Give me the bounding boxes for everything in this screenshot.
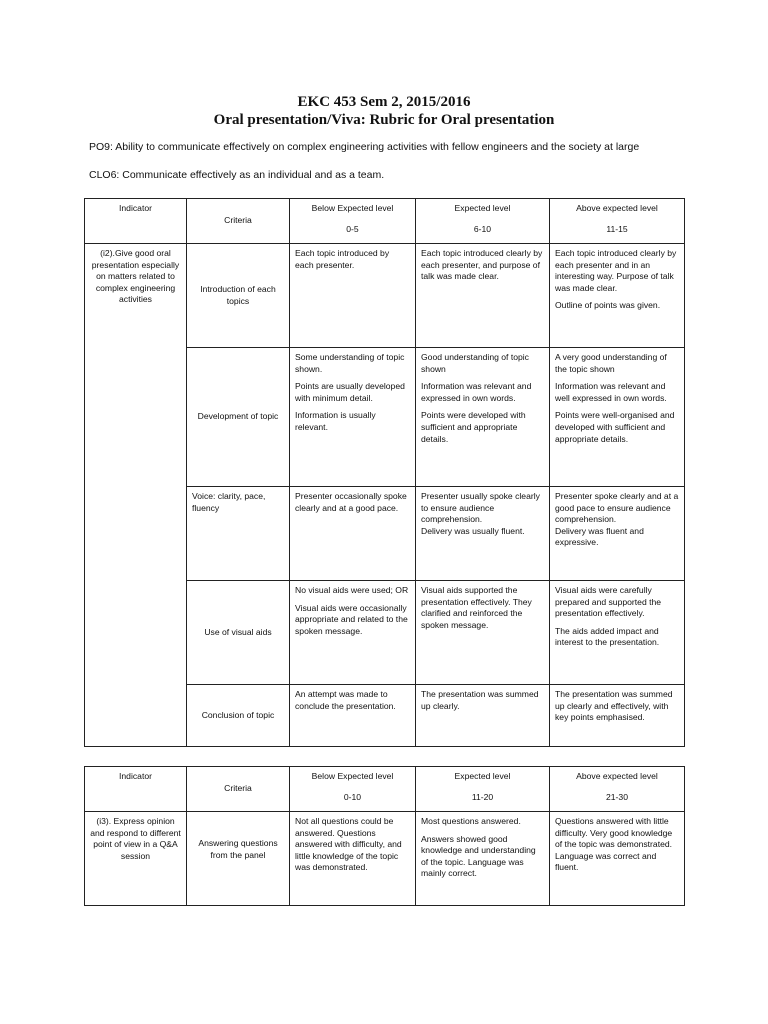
cell-text: Information is usually relevant. [295, 410, 376, 432]
header-above-range: 11-15 [606, 223, 628, 234]
cell-text: Presenter occasionally spoke clearly and at a good pace. [295, 491, 407, 513]
header-expected-label: Expected level [454, 771, 511, 781]
above-cell [550, 685, 685, 747]
header-above-label: Above expected level [576, 771, 658, 781]
header-above-range: 21-30 [606, 791, 628, 802]
cell-text: Points are usually developed with minimum detail. [295, 381, 405, 403]
header-indicator: Indicator [85, 767, 187, 812]
cell-text: The aids added impact and interest to the presentation. [555, 625, 660, 648]
document-course-title: EKC 453 Sem 2, 2015/2016 [297, 94, 471, 110]
cell-text: The presentation was summed up clearly and effectively, with key points emphasised. [555, 689, 673, 723]
program-outcome-text: PO9: Ability to communicate effectively on complex engineering activities with fellow engineers and the society at large [89, 141, 640, 153]
header-expected-label: Expected level [454, 203, 511, 213]
header-below-range: 0-10 [343, 791, 362, 802]
cell-text: Presenter spoke clearly and at a good pace to ensure audience comprehension. [555, 491, 679, 525]
cell-text: Points were well-organised and developed with sufficient and appropriate details. [555, 410, 675, 444]
header-below-range: 0-5 [346, 223, 359, 234]
above-cell [550, 487, 685, 581]
header-expected [416, 199, 550, 244]
cell-text: Information was relevant and well expressed in own words. [555, 381, 667, 403]
cell-text: Visual aids were carefully prepared and supported the presentation effectively. [555, 585, 662, 619]
cell-text: Some understanding of topic shown. [295, 352, 405, 374]
criteria-cell: Voice: clarity, pace, fluency [187, 487, 290, 581]
cell-text: Each topic introduced clearly by each presenter, and purpose of talk was made clear. [421, 248, 543, 282]
expected-cell [416, 348, 550, 487]
cell-text: Each topic introduced by each presenter. [295, 248, 390, 270]
below-cell [290, 244, 416, 348]
cell-text: A very good understanding of the topic shown [555, 352, 667, 374]
expected-cell [416, 487, 550, 581]
cell-text: Each topic introduced clearly by each presenter and in an interesting way. Purpose of talk was made clear. [555, 248, 677, 293]
below-cell [290, 685, 416, 747]
cell-text: Not all questions could be answered. Questions answered with difficulty, and little knowledge of the topic was demonstrated. [295, 816, 402, 873]
header-expected-range: 11-20 [471, 791, 494, 802]
cell-text: The presentation was summed up clearly. [421, 689, 539, 711]
header-row [85, 199, 685, 244]
cell-text: No visual aids were used; OR [295, 585, 409, 595]
table-row [85, 812, 685, 906]
criteria-cell: Introduction of each topics [187, 244, 290, 348]
expected-cell [416, 812, 550, 906]
header-row [85, 767, 685, 812]
cell-text: An attempt was made to conclude the presentation. [295, 689, 396, 711]
table-row [85, 244, 685, 348]
below-cell [290, 348, 416, 487]
header-criteria: Criteria [187, 199, 290, 244]
indicator-cell: (i3). Express opinion and respond to different point of view in a Q&A session [85, 812, 187, 906]
criteria-cell: Conclusion of topic [187, 685, 290, 747]
cell-text: Visual aids were occasionally appropriate and related to the spoken message. [295, 602, 408, 636]
cell-text: Points were developed with sufficient and appropriate details. [421, 410, 526, 444]
cell-text: Answers showed good knowledge and understanding of the topic. Language was mainly correct. [421, 833, 536, 879]
rubric-table-oral-presentation [84, 198, 685, 747]
header-criteria: Criteria [187, 767, 290, 812]
cell-text: Questions answered with little difficulty. Very good knowledge of the topic was demonstrated. Language was correct and fluent. [555, 816, 673, 873]
expected-cell [416, 685, 550, 747]
cell-text: Delivery was usually fluent. [421, 525, 525, 536]
header-above-expected [550, 767, 685, 812]
criteria-cell: Use of visual aids [187, 581, 290, 685]
rubric-table-qa-session [84, 766, 685, 906]
below-cell [290, 581, 416, 685]
indicator-cell: (i2).Give good oral presentation especially on matters related to complex engineering activities [85, 244, 187, 747]
above-cell [550, 244, 685, 348]
criteria-cell: Answering questions from the panel [187, 812, 290, 906]
above-cell [550, 348, 685, 487]
expected-cell [416, 581, 550, 685]
cell-text: Outline of points was given. [555, 300, 661, 311]
header-below-expected [290, 767, 416, 812]
above-cell [550, 812, 685, 906]
course-outcome-text: CLO6: Communicate effectively as an individual and as a team. [89, 169, 385, 181]
header-above-expected [550, 199, 685, 244]
header-expected-range: 6-10 [473, 223, 492, 234]
header-below-expected [290, 199, 416, 244]
criteria-cell: Development of topic [187, 348, 290, 487]
header-indicator: Indicator [85, 199, 187, 244]
header-above-label: Above expected level [576, 203, 658, 213]
below-cell [290, 487, 416, 581]
expected-cell [416, 244, 550, 348]
below-cell [290, 812, 416, 906]
above-cell [550, 581, 685, 685]
document-subtitle: Oral presentation/Viva: Rubric for Oral presentation [213, 112, 555, 128]
header-expected [416, 767, 550, 812]
header-below-label: Below Expected level [311, 203, 394, 213]
cell-text: Delivery was fluent and expressive. [555, 525, 644, 548]
cell-text: Good understanding of topic shown [421, 352, 529, 374]
cell-text: Visual aids supported the presentation effectively. They clarified and reinforced the spoken message. [421, 585, 532, 630]
header-below-label: Below Expected level [311, 771, 394, 781]
cell-text: Most questions answered. [421, 816, 521, 826]
cell-text: Presenter usually spoke clearly to ensure audience comprehension. [421, 491, 540, 525]
cell-text: Information was relevant and expressed in own words. [421, 381, 532, 403]
